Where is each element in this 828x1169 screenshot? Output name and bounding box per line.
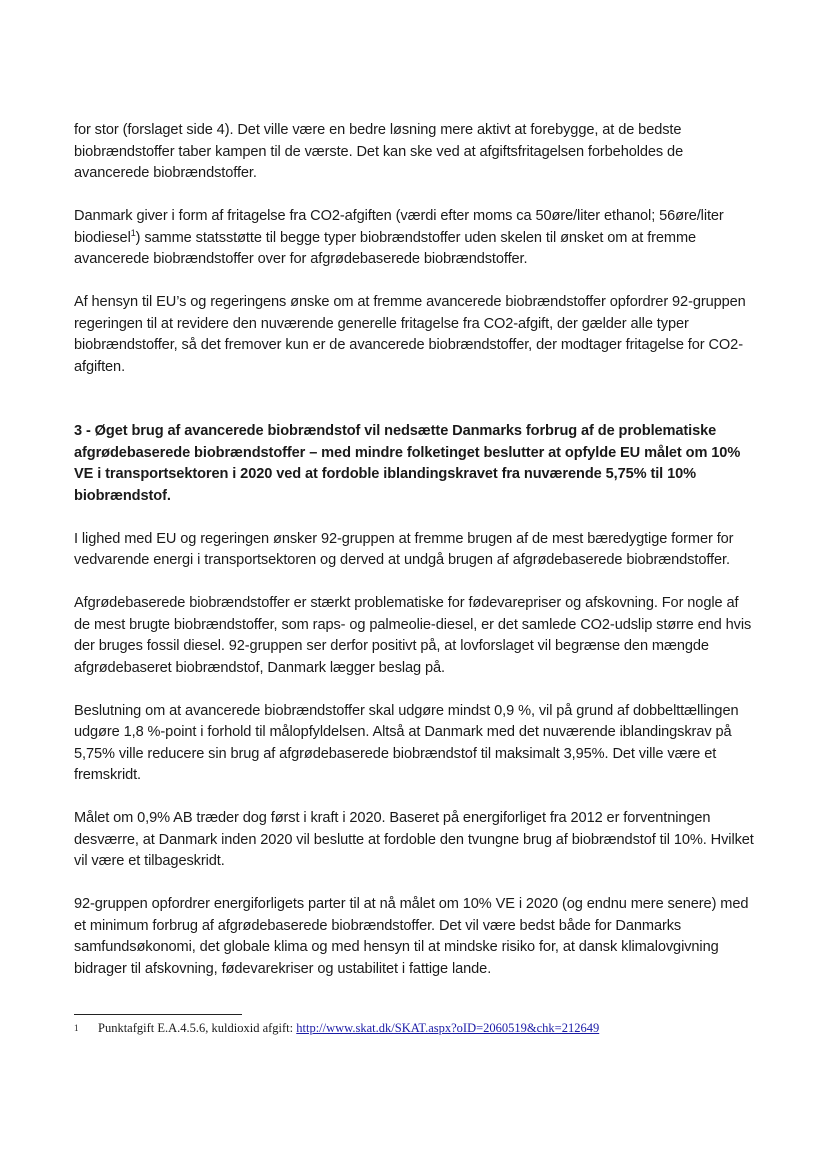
footnote-link[interactable]: http://www.skat.dk/SKAT.aspx?oID=2060519&chk=212649 [296, 1021, 600, 1035]
paragraph-2 [74, 206, 758, 271]
paragraph-6: Beslutning om at avancerede biobrændstoffer skal udgøre mindst 0,9 %, vil på grund af dobbelttællingen udgøre 1,8 %-point i forhold til målopfyldelsen. Altså at Danmark med det nuværende iblandingskrav på 5,75% ville reducere sin brug af afgrødebaserede biobrændstof til maksimalt 3,95%. Det ville være et fremskridt. [74, 702, 739, 783]
paragraph-4: I lighed med EU og regeringen ønsker 92-gruppen at fremme brugen af de mest bæredygtige former for vedvarende energi i transportsektoren og derved at undgå brugen af afgrødebaserede biobrændstoffer. [74, 530, 734, 568]
footnote-reference[interactable]: 1 [130, 227, 136, 238]
footnote-mark: 1 [74, 1023, 79, 1033]
paragraph-5: Afgrødebaserede biobrændstoffer er stærkt problematiske for fødevarepriser og afskovning. For nogle af de mest brugte biobrændstoffer, som raps- og palmeolie-diesel, er det samlede CO2-udslip større end hvis der bruges fossil diesel. 92-gruppen ser derfor positivt på, at lovforslaget vil begrænse den mængde afgrødebaseret biobrændstof, Danmark lægger beslag på. [74, 595, 752, 676]
footnote [74, 1019, 764, 1037]
footnote-text: Punktafgift E.A.4.5.6, kuldioxid afgift: [98, 1021, 297, 1035]
footnote-separator [74, 1014, 242, 1015]
paragraph-2-text-end: ) samme statsstøtte til begge typer biobrændstoffer uden skelen til ønsket om at fremme avancerede biobrændstoffer over for afgrødebaserede biobrændstoffer. [74, 229, 697, 267]
paragraph-3: Af hensyn til EU’s og regeringens ønske om at fremme avancerede biobrændstoffer opfordrer 92-gruppen regeringen til at revidere den nuværende generelle fritagelse fra CO2-afgift, der gælder alle typer biobrændstoffer, så det fremover kun er de avancerede biobrændstoffer, der modtager fritagelse for CO2-afgiften. [74, 294, 746, 375]
paragraph-2-text-start: Danmark giver i form af fritagelse fra CO2-afgiften (værdi efter moms ca 50øre/liter ethanol; 56øre/liter biodiesel [74, 208, 724, 246]
paragraph-7: Målet om 0,9% AB træder dog først i kraft i 2020. Baseret på energiforliget fra 2012 er forventningen desværre, at Danmark inden 2020 vil beslutte at fordoble den tvungne brug af biobrændstof til 10%. Hvilket vil være et tilbageskridt. [74, 810, 754, 869]
paragraph-1: for stor (forslaget side 4). Det ville være en bedre løsning mere aktivt at forebygge, at de bedste biobrændstoffer taber kampen til de værste. Det kan ske ved at afgiftsfritagelsen forbeholdes de avancerede biobrændstoffer. [74, 122, 684, 181]
paragraph-8: 92-gruppen opfordrer energiforligets parter til at nå målet om 10% VE i 2020 (og endnu mere senere) med et minimum forbrug af afgrødebaserede biobrændstoffer. Det vil være bedst både for Danmarks samfundsøkonomi, det globale klima og med hensyn til at mindske risiko for, at dansk klimalovgivning bidrager til afskovning, fødevarekriser og ustabilitet i fattige lande. [74, 896, 749, 977]
document-body [74, 120, 758, 1002]
section-heading-3: 3 - Øget brug af avancerede biobrændstof vil nedsætte Danmarks forbrug af de problematiske afgrødebaserede biobrændstoffer – med mindre folketinget beslutter at opfylde EU målet om 10% VE i transportsektoren i 2020 ved at fordoble iblandingskravet fra nuværende 5,75% til 10% biobrændstof. [74, 423, 741, 504]
